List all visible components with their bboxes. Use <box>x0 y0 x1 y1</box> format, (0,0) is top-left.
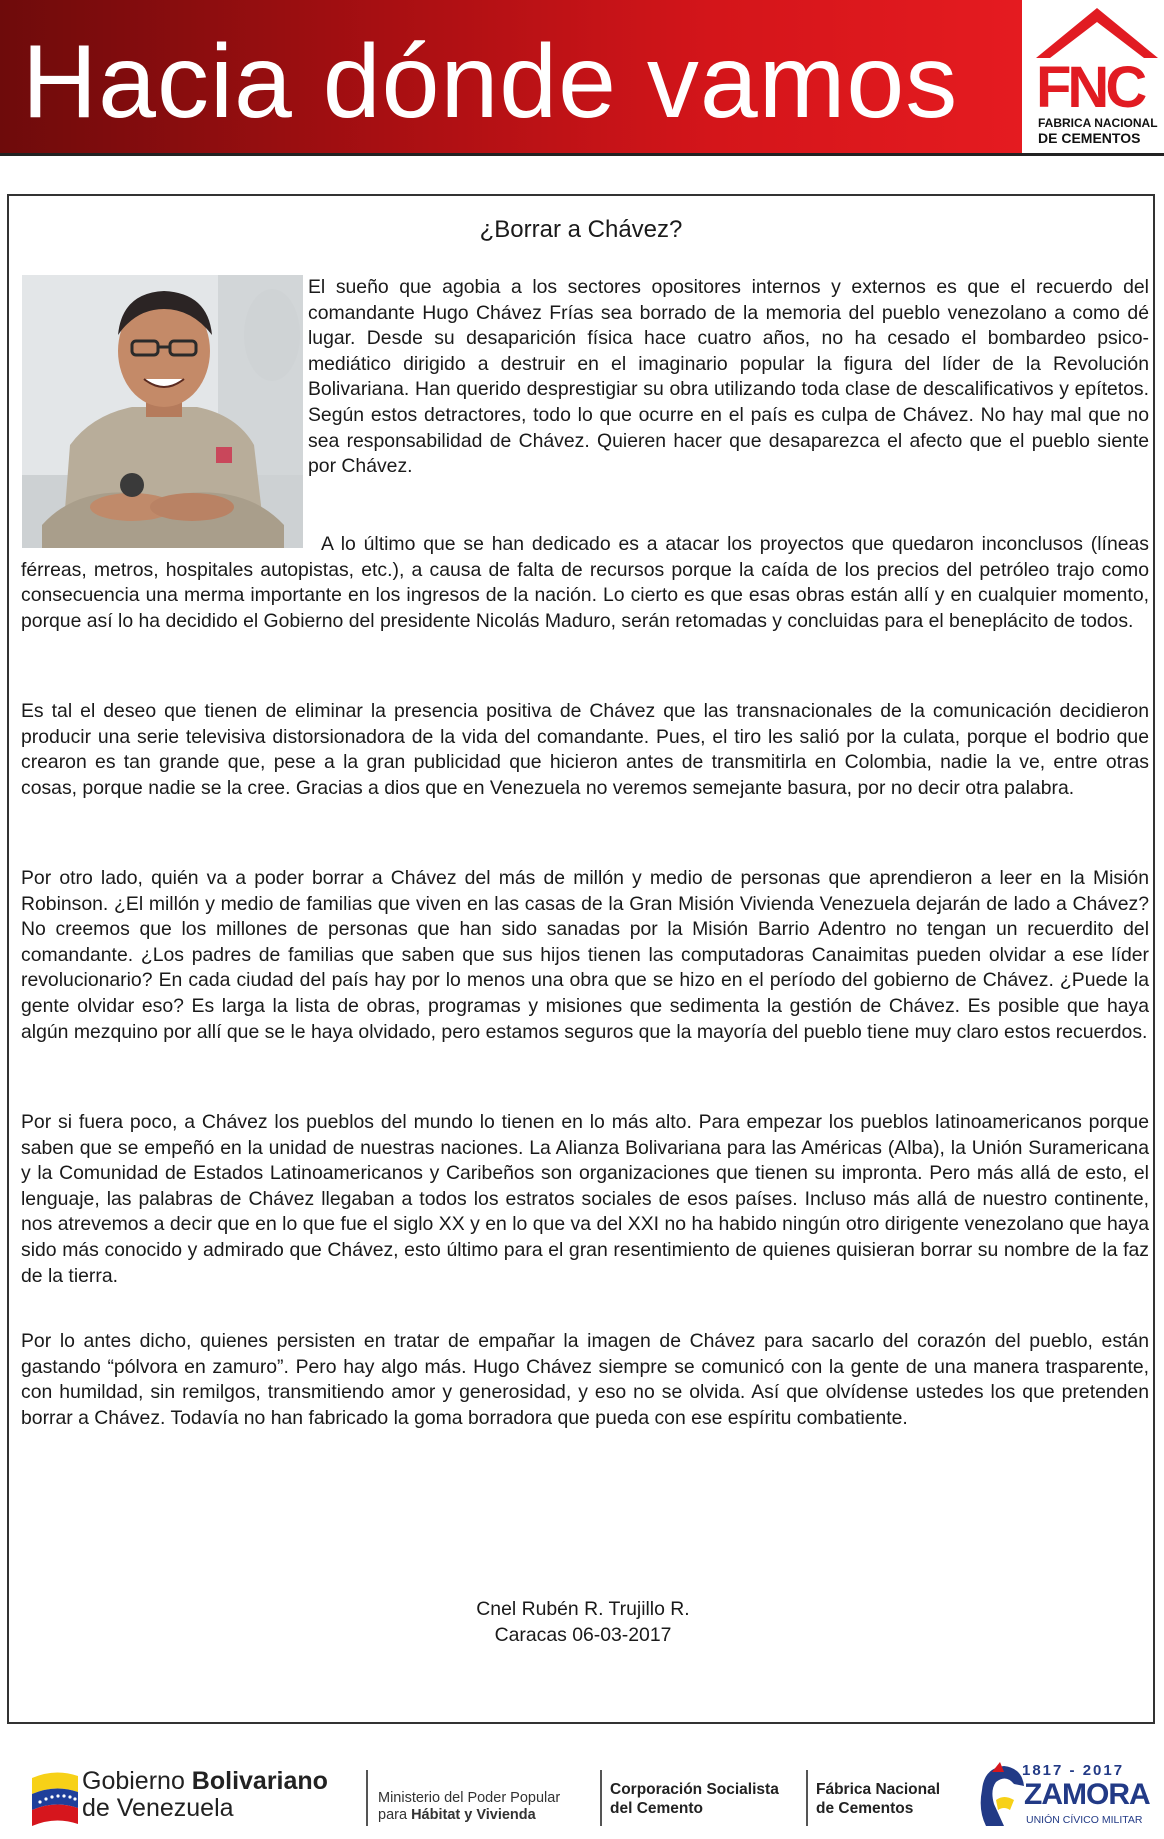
zamora-subtitle: UNIÓN CÍVICO MILITAR <box>1026 1814 1143 1826</box>
footer-divider <box>600 1770 602 1826</box>
article-paragraph: Por lo antes dicho, quienes persisten en tratar de empañar la imagen de Chávez para sacarlo del corazón del pueblo, están gastando “pólvora en zamuro”. Pero hay algo más. Hugo Chávez siempre se comunicó con la gente de una manera trasparente, con humildad, sin remilgos, transmitiendo amor y generosidad, y eso no se olvida. Así que olvídense ustedes los que pretenden borrar a Chávez. Todavía no han fabricado la goma borradora que pueda con ese espíritu combatiente. <box>21 1330 1149 1429</box>
article-frame <box>7 194 1155 1724</box>
fnc-logo <box>1030 2 1164 152</box>
zamora-logo <box>974 1760 1150 1832</box>
person-photo-icon <box>22 275 303 548</box>
gov-line1: Gobierno <box>82 1767 192 1795</box>
fab-line2: de Cementos <box>816 1800 914 1817</box>
zamora-years: 1817 - 2017 <box>1022 1762 1125 1779</box>
author-photo <box>22 275 303 548</box>
page-title: Hacia dónde vamos <box>22 24 959 140</box>
fabrica-logo <box>816 1780 940 1818</box>
header-banner <box>0 0 1022 153</box>
article-paragraph: A lo último que se han dedicado es a atacar los proyectos que quedaron inconclusos (líneas férreas, metros, hospitales autopistas, etc.), a causa de falta de recursos porque la caída de los precios del petróleo trajo como consecuencia una merma importante en los ingresos de la nación. Lo cierto es que esas obras están allí y en cualquier momento, porque así lo ha decidido el Gobierno del presidente Nicolás Maduro, serán retomadas y concluidas para el beneplácito de todos. <box>21 533 1149 632</box>
page-header <box>0 0 1164 158</box>
ministry-line2-prefix: para <box>378 1807 412 1823</box>
page-footer <box>0 1740 1164 1839</box>
ministerio-logo <box>378 1790 560 1824</box>
signature-block <box>9 1596 1157 1648</box>
article-paragraph: Por si fuera poco, a Chávez los pueblos del mundo lo tienen en lo más alto. Para empezar los pueblos latinoamericanos porque saben que se empeñó en la unidad de nuestras naciones. La Alianza Bolivariana para las Américas (Alba), la Unión Suramericana y la Comunidad de Estados Latinoamericanos y Caribeños son organizaciones que tienen su impronta. Pero más allá de esto, el lenguaje, las palabras de Chávez llegaban a todos los estratos sociales de esos países. Incluso más allá de nuestro continente, nos atrevemos a decir que en lo que fue el siglo XX y en lo que va del XXI no ha habido ningún otro dirigente venezolano que haya sido más conocido y admirado que Chávez, esto último para el gran resentimiento de quienes quisieran borrar su nombre de la faz de la tierra. <box>21 1111 1149 1287</box>
author-name: Cnel Rubén R. Trujillo R. <box>476 1598 690 1620</box>
article-paragraph: El sueño que agobia a los sectores opositores internos y externos es que el recuerdo del comandante Hugo Chávez Frías sea borrado de la memoria del pueblo venezolano a como dé lugar. Desde su desaparición física hace cuatro años, no ha cesado el bombardeo psico-mediático dirigido a destruir en el imaginario popular la figura del líder de la Revolución Bolivariana. Han querido desprestigiar su obra utilizando toda clase de descalificativos y epítetos. Según estos detractores, todo lo que ocurre en el país es culpa de Chávez. No hay mal que no sea responsabilidad de Chávez. Quieren hacer que desaparezca el afecto que el pueblo siente por Chávez. <box>308 276 1149 478</box>
place-date: Caracas 06-03-2017 <box>494 1624 672 1646</box>
article-paragraph: Es tal el deseo que tienen de eliminar la presencia positiva de Chávez que las transnacionales de la comunicación decidieron producir una serie televisiva distorsionadora de la vida del comandante. Pues, el tiro les salió por la culata, porque el bodrio que crearon es tan grande que, pese a la gran publicidad que hicieron antes de transmitirla en Colombia, nadie la ve, entre otras cosas, porque nadie se la cree. Gracias a dios que en Venezuela no veremos semejante basura, por no decir otra palabra. <box>21 700 1149 799</box>
gov-line2: de Venezuela <box>82 1794 234 1822</box>
header-divider <box>0 153 1164 156</box>
article-paragraph: Por otro lado, quién va a poder borrar a Chávez del más de millón y medio de personas que aprendieron a leer en la Misión Robinson. ¿El millón y medio de familias que viven en las casas de la Gran Misión Vivienda Venezuela dejarán de lado a Chávez? No creemos que los millones de personas que han sido sanadas por la Misión Barrio Adentro no tengan un recuerdito del comandante. ¿Los padres de familias que saben que sus hijos tienen las computadoras Canaimitas pueden olvidar a ese líder revolucionario? En cada ciudad del país hay por lo menos una obra que se hizo en el período del gobierno de Chávez. ¿Puede la gente olvidar eso? Es larga la lista de obras, programas y misiones que sedimenta la gestión de Chávez. Es posible que haya algún mezquino por allí que se le haya olvidado, pero estamos seguros que la mayoría del pueblo tiene muy claro estos recuerdos. <box>21 867 1149 1043</box>
corp-line1: Corporación Socialista <box>610 1781 779 1798</box>
ministry-line1: Ministerio del Poder Popular <box>378 1790 561 1806</box>
ministry-line2-bold: Hábitat y Vivienda <box>411 1807 536 1823</box>
footer-divider <box>806 1770 808 1826</box>
zamora-word: ZAMORA <box>1024 1778 1150 1811</box>
fab-line1: Fábrica Nacional <box>816 1781 941 1798</box>
zamora-emblem-icon <box>974 1760 1028 1830</box>
article-title: ¿Borrar a Chávez? <box>479 216 683 243</box>
footer-divider <box>366 1770 368 1826</box>
fnc-logo-line2: DE CEMENTOS <box>1038 130 1141 146</box>
fnc-logo-line1: FABRICA NACIONAL <box>1038 116 1158 130</box>
roof-icon <box>1034 4 1160 60</box>
venezuela-flag-icon <box>30 1766 80 1826</box>
gobierno-bolivariano-logo <box>82 1768 328 1822</box>
corporacion-logo <box>610 1780 779 1818</box>
corp-line2: del Cemento <box>610 1800 704 1817</box>
fnc-logo-letters: FNC <box>1036 55 1144 120</box>
gov-line1-bold: Bolivariano <box>191 1767 328 1795</box>
